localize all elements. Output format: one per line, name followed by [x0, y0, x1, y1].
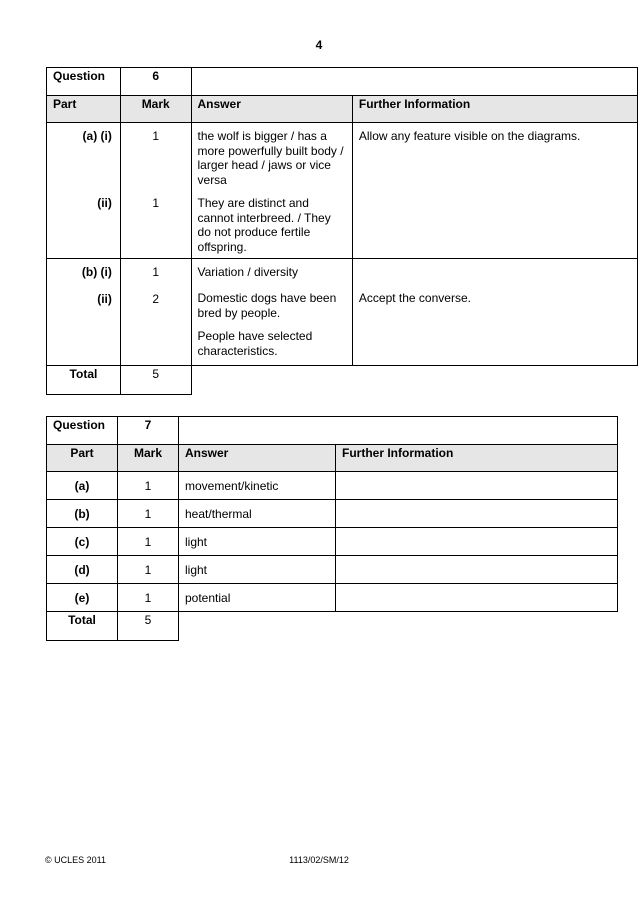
part-b-i-label: (b) (i): [81, 265, 112, 279]
part-b-ii-answer-1: Domestic dogs have been bred by people.: [197, 291, 337, 320]
header-part: Part: [47, 445, 118, 472]
table-row: [47, 472, 618, 500]
part-a-i-label: (a) (i): [82, 129, 112, 143]
part-mark: 1: [118, 584, 179, 612]
question-header-blank: [179, 417, 618, 445]
part-answer: light: [179, 528, 336, 556]
part-b-i-answer: Variation / diversity: [197, 265, 298, 279]
header-further-information: Further Information: [352, 96, 637, 123]
part-a-ii-answer: They are distinct and cannot interbreed. / They do not produce fertile offspring.: [197, 196, 331, 254]
part-a-i-mark: 1: [152, 129, 160, 143]
footer-document-code: 1113/02/SM/12: [289, 855, 349, 865]
header-part: Part: [47, 96, 121, 123]
question-header-blank: [191, 68, 637, 96]
part-mark: 1: [118, 528, 179, 556]
part-b-ii-mark: 2: [152, 291, 160, 306]
part-a-i-answer: the wolf is bigger / has a more powerfully built body / larger head / jaws or vice versa: [197, 129, 344, 187]
part-answer: movement/kinetic: [179, 472, 336, 500]
part-a-ii-label: (ii): [97, 195, 112, 210]
question-7-table: [46, 416, 618, 641]
part-label: (e): [47, 584, 118, 612]
part-b-ii-answer-2: People have selected characteristics.: [197, 329, 313, 358]
part-answer: potential: [179, 584, 336, 612]
question-6-table: [46, 67, 638, 395]
table-row: [47, 528, 618, 556]
footer-copyright: © UCLES 2011: [45, 855, 106, 865]
part-info: [336, 472, 618, 500]
header-mark: Mark: [120, 96, 191, 123]
part-b-ii-info: Accept the converse.: [358, 291, 471, 305]
part-answer: heat/thermal: [179, 500, 336, 528]
table-row: [47, 584, 618, 612]
total-label: Total: [47, 612, 118, 641]
table-row: [47, 556, 618, 584]
part-a-ii-mark: 1: [152, 195, 160, 210]
total-value: 5: [120, 366, 191, 395]
part-answer: light: [179, 556, 336, 584]
header-further-information: Further Information: [336, 445, 618, 472]
part-label: (d): [47, 556, 118, 584]
header-mark: Mark: [118, 445, 179, 472]
part-label: (a): [47, 472, 118, 500]
part-info: [336, 528, 618, 556]
total-label: Total: [47, 366, 121, 395]
part-label: (c): [47, 528, 118, 556]
question-label: Question: [47, 417, 118, 445]
part-mark: 1: [118, 556, 179, 584]
total-value: 5: [118, 612, 179, 641]
part-b-row: [47, 259, 638, 366]
table-row: [47, 500, 618, 528]
part-label: (b): [47, 500, 118, 528]
header-answer: Answer: [191, 96, 352, 123]
question-label: Question: [47, 68, 121, 96]
part-a-i-info: Allow any feature visible on the diagrams.: [352, 123, 637, 259]
question-number: 7: [118, 417, 179, 445]
part-b-ii-label: (ii): [97, 291, 112, 306]
part-info: [336, 584, 618, 612]
part-info: [336, 500, 618, 528]
question-number: 6: [120, 68, 191, 96]
part-a-row: [47, 123, 638, 259]
part-b-i-mark: 1: [152, 265, 160, 279]
part-mark: 1: [118, 472, 179, 500]
page-number: 4: [315, 38, 323, 52]
part-info: [336, 556, 618, 584]
header-answer: Answer: [179, 445, 336, 472]
part-mark: 1: [118, 500, 179, 528]
